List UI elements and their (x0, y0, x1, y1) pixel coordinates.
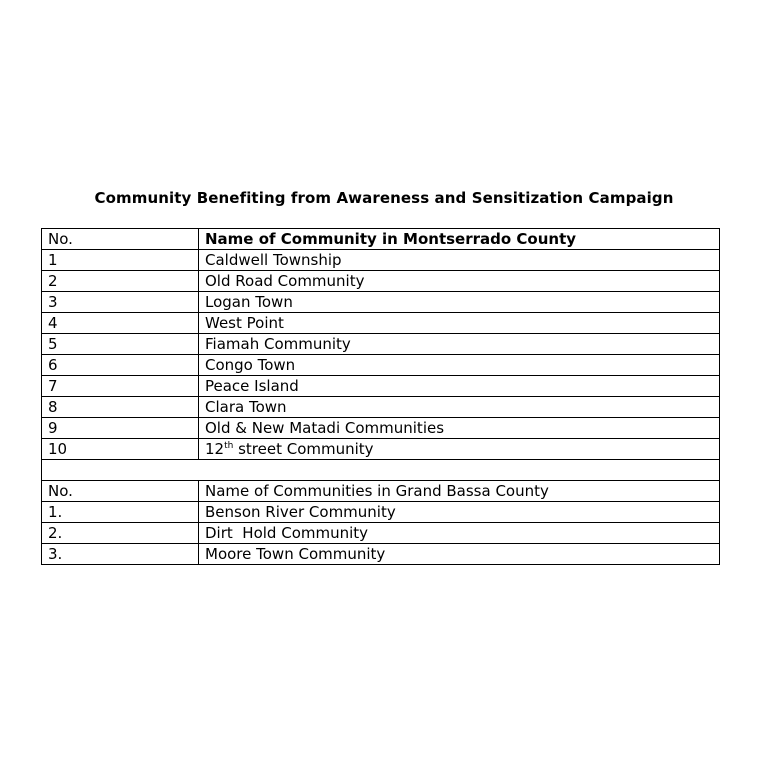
table-row (42, 502, 720, 523)
ordinal-suffix: th (224, 440, 234, 451)
community-name: Peace Island (199, 376, 720, 397)
table-row (42, 250, 720, 271)
row-number: 4 (42, 313, 199, 334)
table-row (42, 418, 720, 439)
column-header-name: Name of Communities in Grand Bassa County (199, 481, 720, 502)
row-number: 5 (42, 334, 199, 355)
community-name: Old & New Matadi Communities (199, 418, 720, 439)
community-name: West Point (199, 313, 720, 334)
table-row (42, 334, 720, 355)
street-number: 12 (205, 439, 225, 458)
table-row (42, 439, 720, 460)
column-header-no: No. (42, 481, 199, 502)
row-number: 8 (42, 397, 199, 418)
row-number: 3 (42, 292, 199, 313)
community-name: Benson River Community (199, 502, 720, 523)
community-name: Logan Town (199, 292, 720, 313)
section-divider-row (42, 460, 720, 481)
table-header-row (42, 481, 720, 502)
row-number: 1 (42, 250, 199, 271)
community-name: Old Road Community (199, 271, 720, 292)
table-row (42, 292, 720, 313)
row-number: 10 (42, 439, 199, 460)
row-number: 6 (42, 355, 199, 376)
row-number: 7 (42, 376, 199, 397)
community-name: Congo Town (199, 355, 720, 376)
table-row (42, 397, 720, 418)
row-number: 1. (42, 502, 199, 523)
table-header-row (42, 229, 720, 250)
column-header-no: No. (42, 229, 199, 250)
table-row (42, 523, 720, 544)
table-row (42, 355, 720, 376)
community-name: Fiamah Community (199, 334, 720, 355)
community-table (41, 228, 720, 565)
community-name (199, 439, 720, 460)
page-title: Community Benefiting from Awareness and Sensitization Campaign (94, 189, 674, 207)
row-number: 2 (42, 271, 199, 292)
community-name: Clara Town (199, 397, 720, 418)
row-number: 3. (42, 544, 199, 565)
empty-cell (42, 460, 720, 481)
table-row (42, 544, 720, 565)
row-number: 2. (42, 523, 199, 544)
table-row (42, 271, 720, 292)
street-name: street Community (233, 439, 374, 458)
table-row (42, 313, 720, 334)
row-number: 9 (42, 418, 199, 439)
community-name: Dirt Hold Community (199, 523, 720, 544)
community-name: Moore Town Community (199, 544, 720, 565)
table-row (42, 376, 720, 397)
column-header-name: Name of Community in Montserrado County (199, 229, 720, 250)
community-name: Caldwell Township (199, 250, 720, 271)
